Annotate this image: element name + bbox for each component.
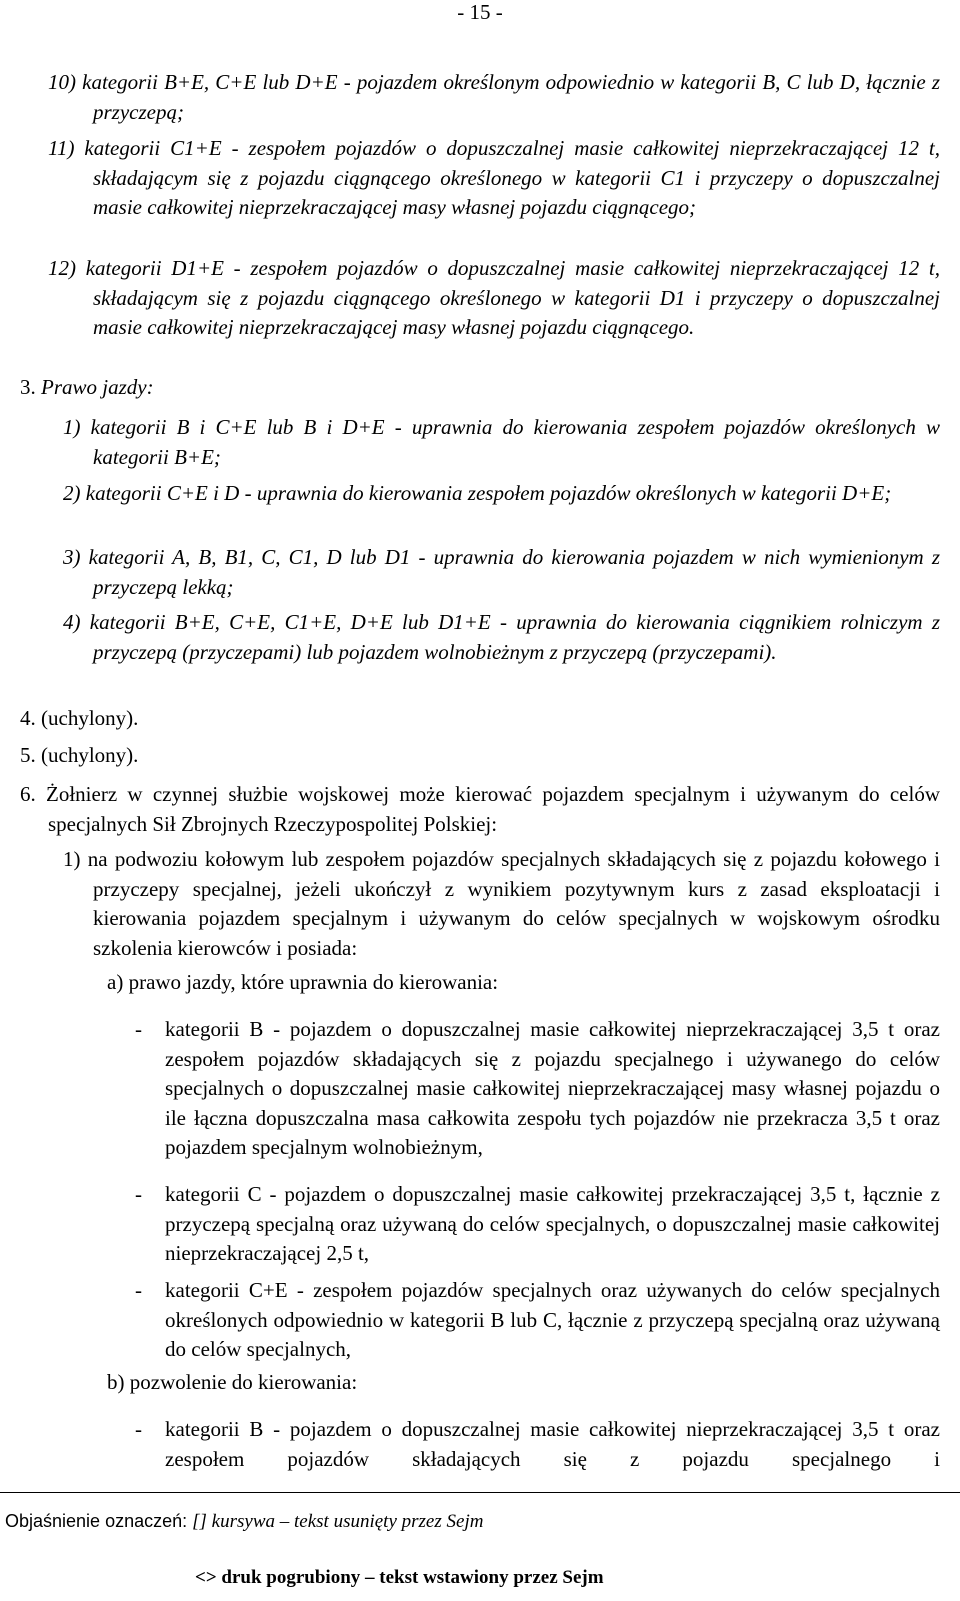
item-text: kategorii A, B, B1, C, C1, D lub D1 - uprawnia do kierowania pojazdem w nich wymienionym z przyczepą lekką; <box>88 545 940 599</box>
section-number: 4. <box>20 706 36 730</box>
page-number: - 15 - <box>457 0 503 24</box>
section-number: 3. <box>20 375 36 399</box>
section-heading <box>20 741 940 771</box>
document-body <box>0 40 960 1480</box>
item-marker: 11) <box>48 136 75 160</box>
legend-label: Objaśnienie oznaczeń: <box>5 1511 188 1531</box>
list-item <box>63 543 940 602</box>
section-number: 5. <box>20 743 36 767</box>
section-text: Żołnierz w czynnej służbie wojskowej może kierować pojazdem specjalnym i używanym do celów specjalnych Sił Zbrojnych Rzeczypospolitej Polskiej: <box>46 782 941 836</box>
item-text: kategorii B - pojazdem o dopuszczalnej masie całkowitej nieprzekraczającej 3,5 t oraz zespołem pojazdów składających się z pojazdu specjalnego i <box>165 1417 940 1471</box>
sub-item <box>107 968 940 998</box>
item-marker: 4) <box>63 610 81 634</box>
section-number: 6. <box>20 782 36 806</box>
item-marker: 1) <box>63 415 81 439</box>
section-title: Prawo jazdy: <box>41 375 154 399</box>
dash-marker: - <box>135 1182 142 1206</box>
item-text: kategorii C1+E - zespołem pojazdów o dopuszczalnej masie całkowitej nieprzekraczającej 12 t, składającym się z pojazdu ciągnącego określonego w kategorii C1 i przyczepy o dopuszczalnej masie całkowitej nieprzekraczającej masy własnej pojazdu ciągnącego; <box>84 136 940 220</box>
item-text: prawo jazdy, które uprawnia do kierowania: <box>128 970 499 994</box>
dash-marker: - <box>135 1417 142 1441</box>
section-heading <box>20 704 940 734</box>
item-marker: b) <box>107 1370 125 1394</box>
dash-item <box>135 1415 940 1474</box>
item-text: pozwolenie do kierowania: <box>129 1370 358 1394</box>
list-item <box>48 254 940 343</box>
item-marker: 12) <box>48 256 76 280</box>
sub-item <box>107 1368 940 1398</box>
section-title: (uchylony). <box>41 743 139 767</box>
item-text: kategorii B i C+E lub B i D+E - uprawnia do kierowania zespołem pojazdów określonych w kategorii B+E; <box>90 415 940 469</box>
item-marker: a) <box>107 970 124 994</box>
section-title: (uchylony). <box>41 706 139 730</box>
list-item <box>48 68 940 127</box>
dash-marker: - <box>135 1278 142 1302</box>
item-marker: 10) <box>48 70 76 94</box>
footer-divider <box>0 1492 960 1493</box>
legend-italic-note: [] kursywa – tekst usunięty przez Sejm <box>192 1511 484 1532</box>
item-text: kategorii C - pojazdem o dopuszczalnej masie całkowitej przekraczającej 3,5 t, łącznie z przyczepą specjalną oraz używaną do celów specjalnych, o dopuszczalnej masie całkowitej nieprzekraczającej 2,5 t, <box>165 1182 940 1266</box>
list-item <box>63 608 940 667</box>
list-item <box>48 134 940 223</box>
item-text: kategorii B+E, C+E lub D+E - pojazdem określonym odpowiednio w kategorii B, C lub D, łącznie z przyczepą; <box>82 70 940 124</box>
list-item <box>63 479 940 509</box>
item-text: kategorii C+E i D - uprawnia do kierowania zespołem pojazdów określonych w kategorii D+E; <box>85 481 892 505</box>
dash-marker: - <box>135 1017 142 1041</box>
legend-bold-note: <> druk pogrubiony – tekst wstawiony przez Sejm <box>195 1567 604 1588</box>
item-marker: 1) <box>63 847 81 871</box>
footer-legend <box>5 1510 483 1533</box>
item-text: kategorii B - pojazdem o dopuszczalnej masie całkowitej nieprzekraczającej 3,5 t oraz zespołem pojazdów składających się z pojazdu specjalnego i używanego do celów specjalnych o dopuszczalnej masie całkowitej nieprzekraczającej masy własnej pojazdu o ile łączna dopuszczalna masa całkowita zespołu tych pojazdów nie przekracza 3,5 t oraz pojazdem specjalnym wolnobieżnym, <box>165 1017 940 1160</box>
item-text: kategorii D1+E - zespołem pojazdów o dopuszczalnej masie całkowitej nieprzekraczającej 12 t, składającym się z pojazdu ciągnącego określonego w kategorii D1 i przyczepy o dopuszczalnej masie całkowitej nieprzekraczającej masy własnej pojazdu ciągnącego. <box>85 256 941 340</box>
item-text: na podwoziu kołowym lub zespołem pojazdów specjalnych składających się z pojazdu kołowego i przyczepy specjalnej, jeżeli ukończył z wynikiem pozytywnym kurs z zasad eksploatacji i kierowania pojazdem specjalnym i używanym do celów specjalnych w wojskowym ośrodku szkolenia kierowców i posiada: <box>87 847 941 960</box>
list-item <box>63 845 940 963</box>
item-text: kategorii B+E, C+E, C1+E, D+E lub D1+E - uprawnia do kierowania ciągnikiem rolniczym z przyczepą (przyczepami) lub pojazdem wolnobieżnym z przyczepą (przyczepami). <box>89 610 940 664</box>
dash-item <box>135 1180 940 1269</box>
item-marker: 3) <box>63 545 81 569</box>
section-paragraph <box>20 780 940 839</box>
dash-item <box>135 1276 940 1365</box>
list-item <box>63 413 940 472</box>
section-heading <box>20 373 940 403</box>
item-marker: 2) <box>63 481 81 505</box>
item-text: kategorii C+E - zespołem pojazdów specjalnych oraz używanych do celów specjalnych określonych odpowiednio w kategorii B lub C, łącznie z przyczepą specjalną oraz używaną do celów specjalnych, <box>165 1278 940 1362</box>
dash-item <box>135 1015 940 1163</box>
